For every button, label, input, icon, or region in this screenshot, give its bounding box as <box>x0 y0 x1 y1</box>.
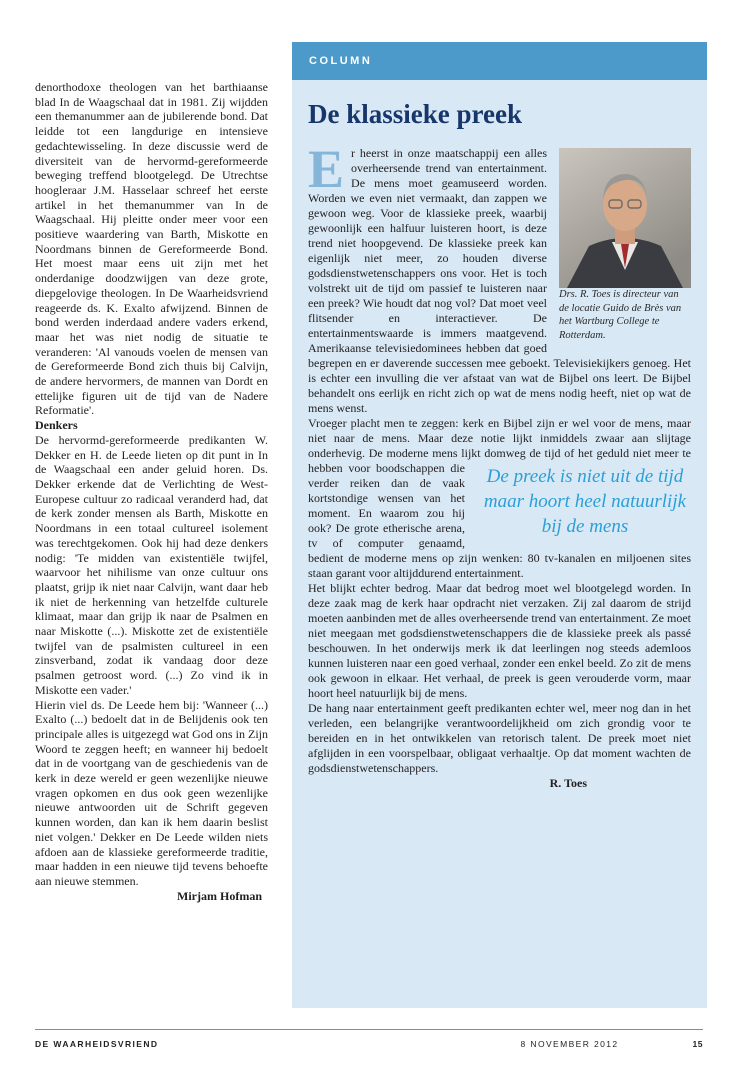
column-paragraph: De hang naar entertainment geeft predikanten echter wel, meer nog dan in het verleden, een belangrijke verantwoordelijkheid om zich grondig voor te bereiden en in het ontwikkelen van retorisch talent. De preek moet niet afglijden in een voorspelbaar, obligaat verhaaltje. Op dat moment wachten de godsdienstwetenschappers. <box>308 701 691 775</box>
footer-page-number: 15 <box>692 1039 703 1049</box>
column-kicker-band <box>292 42 707 80</box>
portrait-photo-block <box>559 148 691 342</box>
left-article-column <box>35 80 268 903</box>
footer-date: 8 NOVEMBER 2012 <box>520 1039 619 1049</box>
column-paragraph <box>308 416 691 581</box>
photo-caption: Drs. R. Toes is directeur van de locatie Guido de Brès van het Wartburg College te Rotterdam. <box>559 289 682 341</box>
column-paragraph-text: Vroeger placht men te zeggen: kerk en Bijbel zijn er wel voor de mens, maar niet naar de mens. Maar deze notie lijkt inmiddels zwaar aan slijtage onderhevig. De moderne mens lijkt domweg de tijd of het geduld niet meer te hebben voor <box>308 416 691 475</box>
page-footer <box>35 1029 703 1049</box>
article-paragraph: De hervormd-gereformeerde predikanten W. Dekker en H. de Leede lieten op dit punt in In de Waagschaal een ander geluid horen. Ds. Dekker erkende dat de Verlichting de West-Europese cultuur zo radicaal veranderd had, dat de kerk zonder mensen als Barth, Miskotte en Noordmans in een totaal cultureel isolement was terechtgekomen. Ook hij had deze denkers nodig: 'Te midden van existentiële twijfel, waarvoor het nihilisme van onze cultuur ons plaatst, grijp ik niet naar Calvijn, want daar heb ik niet de herkenning van hetzelfde culturele klimaat, maar dan grijp ik naar de Psalmen en naar Miskotte (...). Miskotte zet de existentiële twijfel van de psalmisten cultureel in een zinsverband, zodat ik vandaag door deze psalmen getroost word. (...) Zo vind ik in Miskotte een vader.' <box>35 432 268 697</box>
column-title: De klassieke preek <box>308 99 522 129</box>
column-paragraph: Het blijkt echter bedrog. Maar dat bedrog moet wel blootgelegd worden. In deze zaak mag de kerk haar opdracht niet verzaken. Zij zal daarom de strijd moeten aanbinden met de alles overheersende trend van entertainment. Ze moet niet meegaan met godsdienstwetenschappers die de klassieke preek als passé beschouwen. In het onderwijs merk ik dat leerlingen nog steeds ademloos kunnen luisteren naar een goed verhaal, zonder een enkel beeld. Zo zit de mens ook gewoon in elkaar. Het verhaal, de preek is geen verouderde vorm, maar hoort heel natuurlijk bij de mens. <box>308 581 691 700</box>
column-paragraph-text: boodschappen die verder reiken dan de vaak kortstondige wensen van het moment. En waarom zou hij ook? De grote etherische arena, tv of computer genaamd, bedient de moderne mens op zijn wenken: 80 tv-kanalen en miljoenen sites staan garant voor altijddurend entertainment. <box>308 461 691 580</box>
portrait-photo <box>559 148 691 288</box>
article-author: Mirjam Hofman <box>177 888 262 903</box>
column-box <box>292 42 707 1008</box>
article-paragraph: Hierin viel ds. De Leede hem bij: 'Wanneer (...) Exalto (...) bedoelt dat in de Belijdenis ook ten principale alles is uitgezegd wat God ons in Zijn Woord te zeggen heeft; en wanneer hij bedoelt dat in de voortgang van de geschiedenis van de kerk in deze wereld er geen wezenlijke nieuwe vragen opkomen en dus ook geen wezenlijke nieuwe antwoorden uit de Schrift gegeven kunnen worden, dan kan ik hem daarin beslist niet volgen.' Dekker en De Leede wilden niets afdoen aan de klassieke gereformeerde traditie, maar hadden in een nieuwe tijd tevens behoefte aan nieuwe stemmen. <box>35 697 268 888</box>
column-body <box>308 139 691 791</box>
section-heading: Denkers <box>35 418 78 433</box>
pull-quote: De preek is niet uit de tijd maar hoort heel natuurlijk bij de mens <box>483 466 687 537</box>
column-author: R. Toes <box>549 776 587 790</box>
column-paragraph-text: r heerst in onze maatschappij een alles overheersende trend van entertainment. De mens moet geamuseerd worden. Worden we even niet vermaakt, dan zappen we gewoon weg. Voor de klassieke preek, waarbij gewoonlijk een halfuur luisteren hoort, is deze trend niet hoopgevend. De klassieke preek kan eigenlijk niet meer, zo houden diverse godsdienstwetenschappers ons voor. Het is toch volstrekt uit de tijd om passief te luisteren naar een preek? Wie houdt dat nog vol? Dat moet veel flitsender en interactiever. De entertainmentswaarde is immers maatgevend. Amerikaanse televisiedominees hebben dat goed begrepen en er daverende successen mee geboekt. Televisiekijkers genoeg. Het is echter een invulling die ver afstaat van wat de Bijbel ons leert. De Bijbel behandelt ons eerlijk en richt zich op wat de mens nodig heeft, niet op wat de mens wenst. <box>308 146 691 415</box>
article-paragraph: denorthodoxe theologen van het barthiaanse blad In de Waagschaal dat in 1981. Zij wijdden een themanummer aan de jubilerende bond. Dat leidde tot een langdurige en intensieve gedachtewisseling. In deze discussie werd de diversiteit van de hervormd-gereformeerde beweging treffend blootgelegd. De Utrechtse hoogleraar J.M. Hasselaar schreef het eerste artikel in het themanummer van In de Waagschaal. Hij pleitte onder meer voor een positieve waardering van Barth, Miskotte en Noordmans binnen de Gereformeerde Bond. Het moest maar eens uit zijn met het onderdanige doodzwijgen van deze grote, diepgelovige theologen. In De Waarheidsvriend reageerde ds. K. Exalto afwijzend. Binnen de bond werden inderdaad andere vaders erkend, maar het was niet nodig de situatie te veranderen: 'Al vanouds voelen de mensen van de Gereformeerde Bond zich thuis bij Calvijn, de andere hervormers, de mannen van Dordt en ettelijke figuren uit de tijd van de Nadere Reformatie'. <box>35 80 268 418</box>
column-content <box>292 80 707 791</box>
column-kicker-label: COLUMN <box>309 55 373 67</box>
drop-cap: E <box>308 139 345 199</box>
footer-journal-name: DE WAARHEIDSVRIEND <box>35 1039 159 1049</box>
